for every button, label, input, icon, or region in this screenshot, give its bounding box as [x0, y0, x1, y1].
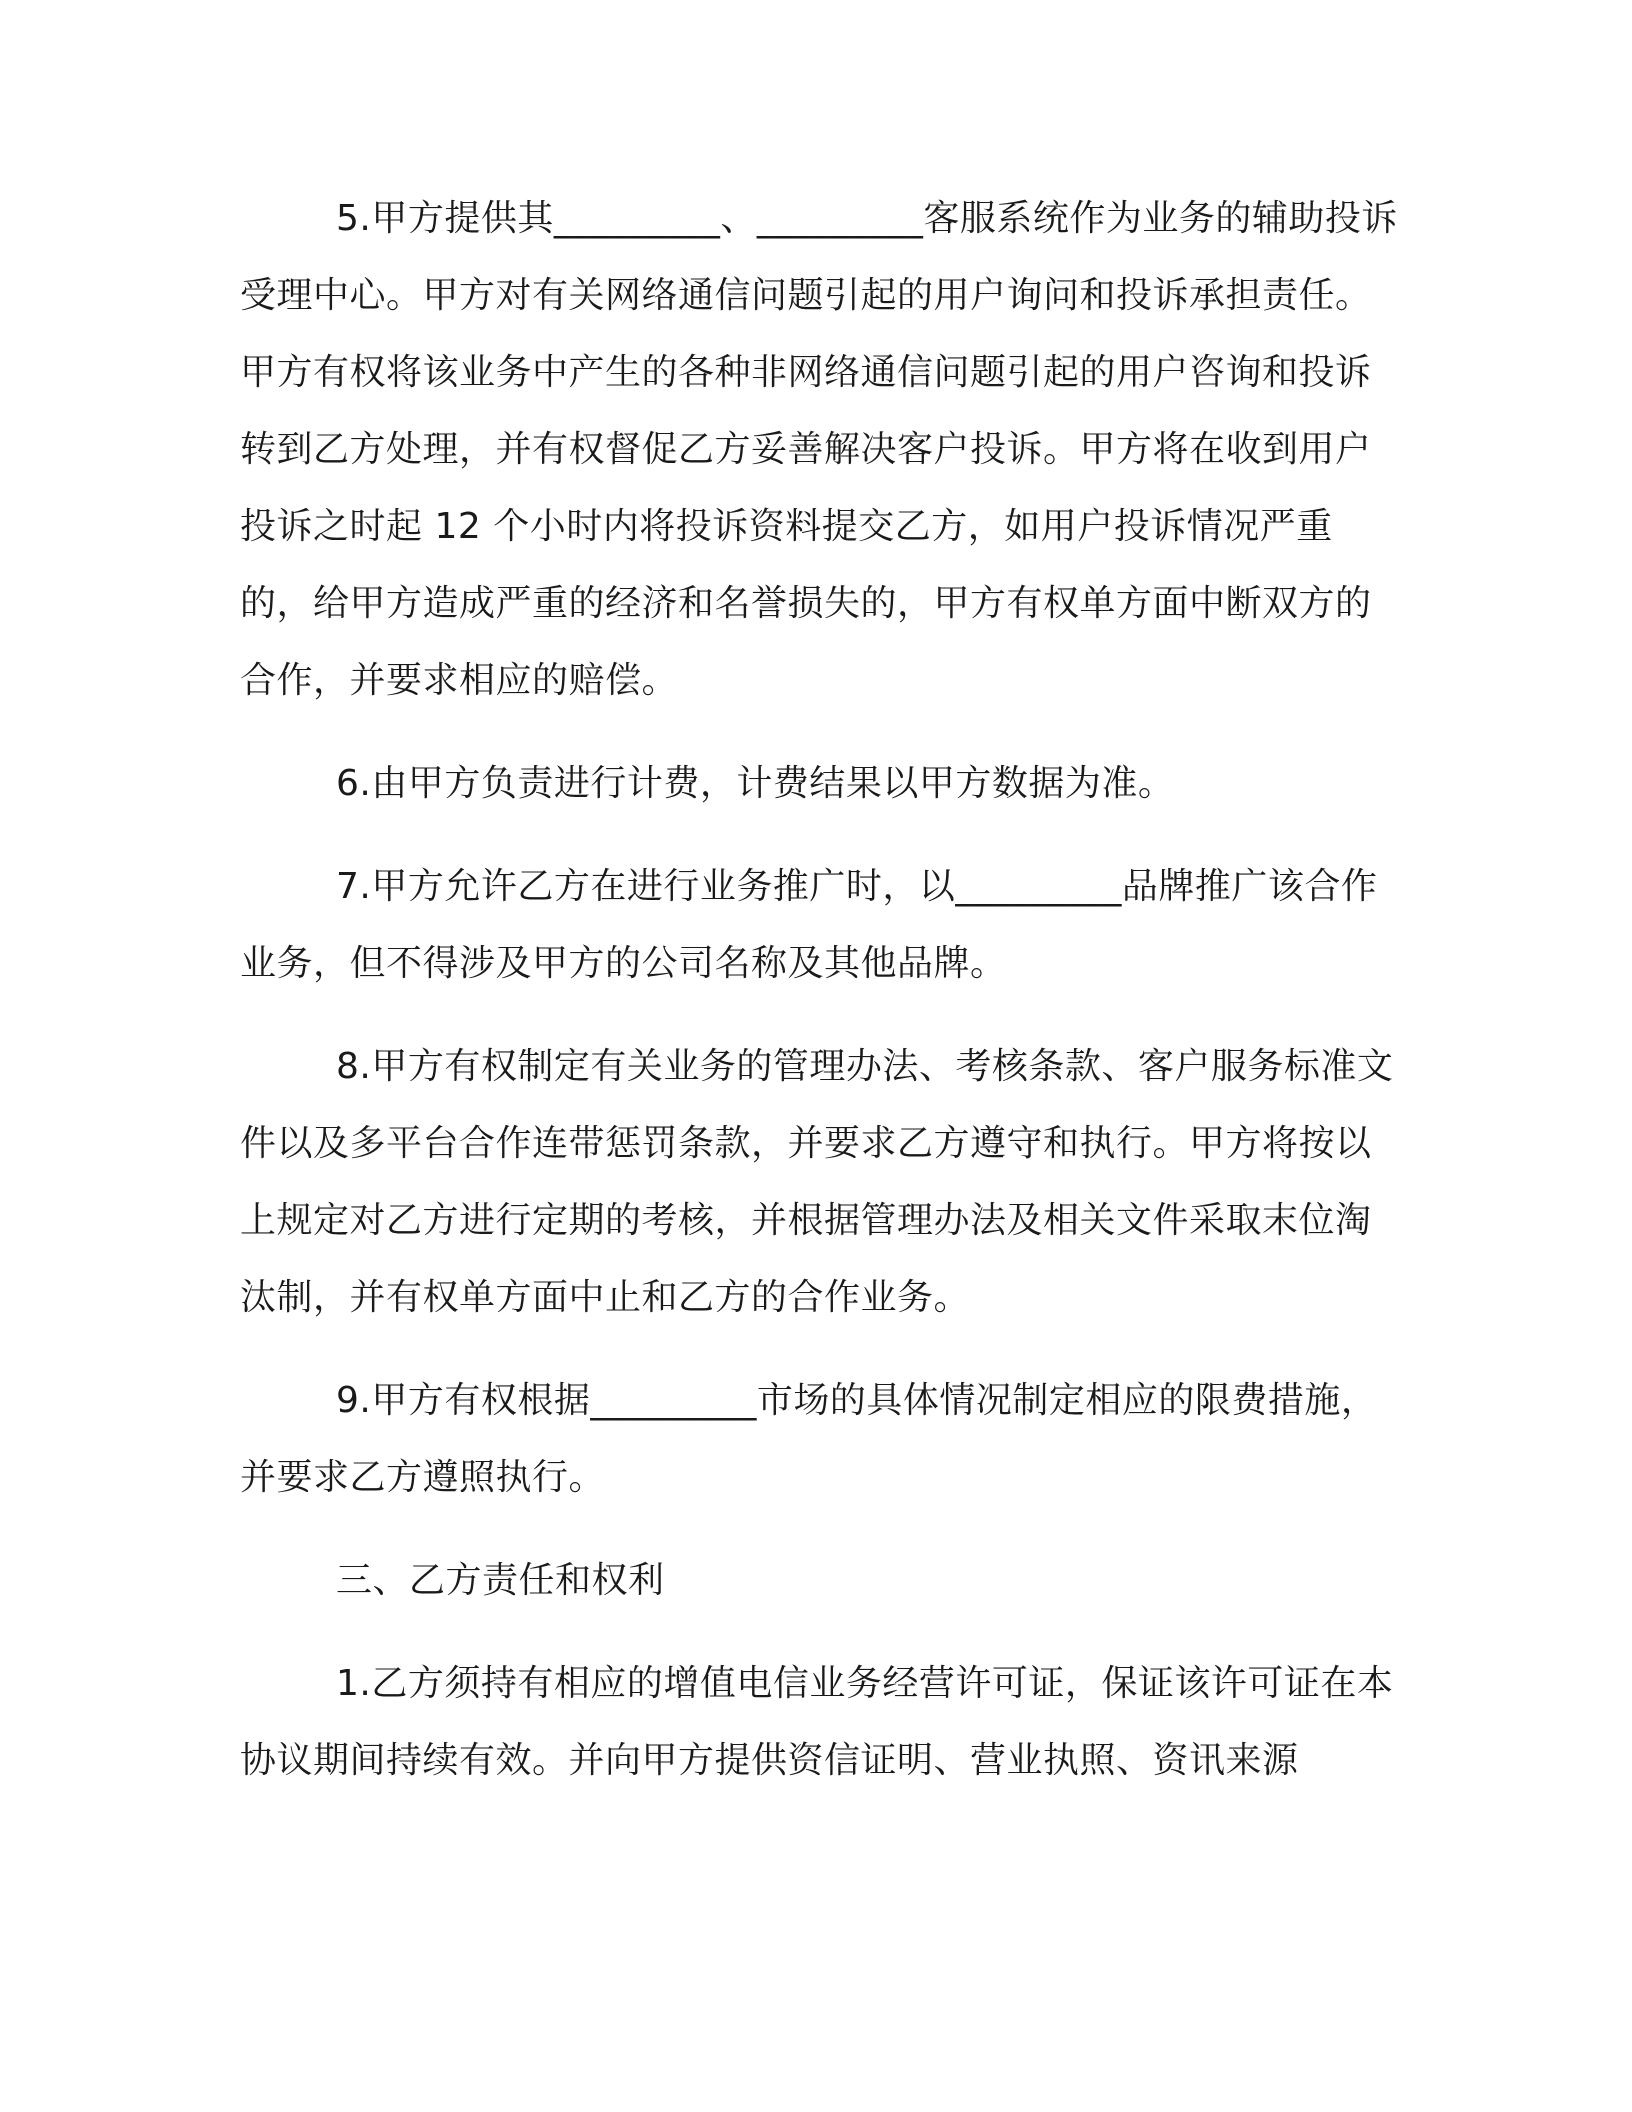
section-heading: 三、乙方责任和权利 — [336, 1560, 665, 1601]
clause-6-paragraph: 6.由甲方负责进行计费，计费结果以甲方数据为准。 — [336, 763, 1175, 804]
clause-9-paragraph: 9.甲方有权根据_________市场的具体情况制定相应的限费措施，并要求乙方遵照执行。 — [240, 1380, 1378, 1498]
clause-7-paragraph: 7.甲方允许乙方在进行业务推广时，以_________品牌推广该合作业务，但不得涉及甲方的公司名称及其他品牌。 — [240, 866, 1378, 984]
document-body — [240, 180, 1400, 1825]
clause-5-paragraph: 5.甲方提供其_________、_________客服系统作为业务的辅助投诉受理中心。甲方对有关网络通信问题引起的用户询问和投诉承担责任。甲方有权将该业务中产生的各种非网络通信问题引起的用户咨询和投诉转到乙方处理，并有权督促乙方妥善解决客户投诉。甲方将在收到用户投诉之时起 12 个小时内将投诉资料提交乙方，如用户投诉情况严重的，给甲方造成严重的经济和名誉损失的，甲方有权单方面中断双方的合作，并要求相应的赔偿。 — [240, 198, 1398, 701]
section-3-clause-1-paragraph: 1.乙方须持有相应的增值电信业务经营许可证，保证该许可证在本协议期间持续有效。并向甲方提供资信证明、营业执照、资讯来源 — [240, 1663, 1394, 1781]
clause-8-paragraph: 8.甲方有权制定有关业务的管理办法、考核条款、客户服务标准文件以及多平台合作连带惩罚条款，并要求乙方遵守和执行。甲方将按以上规定对乙方进行定期的考核，并根据管理办法及相关文件采取末位淘汰制，并有权单方面中止和乙方的合作业务。 — [240, 1046, 1394, 1318]
